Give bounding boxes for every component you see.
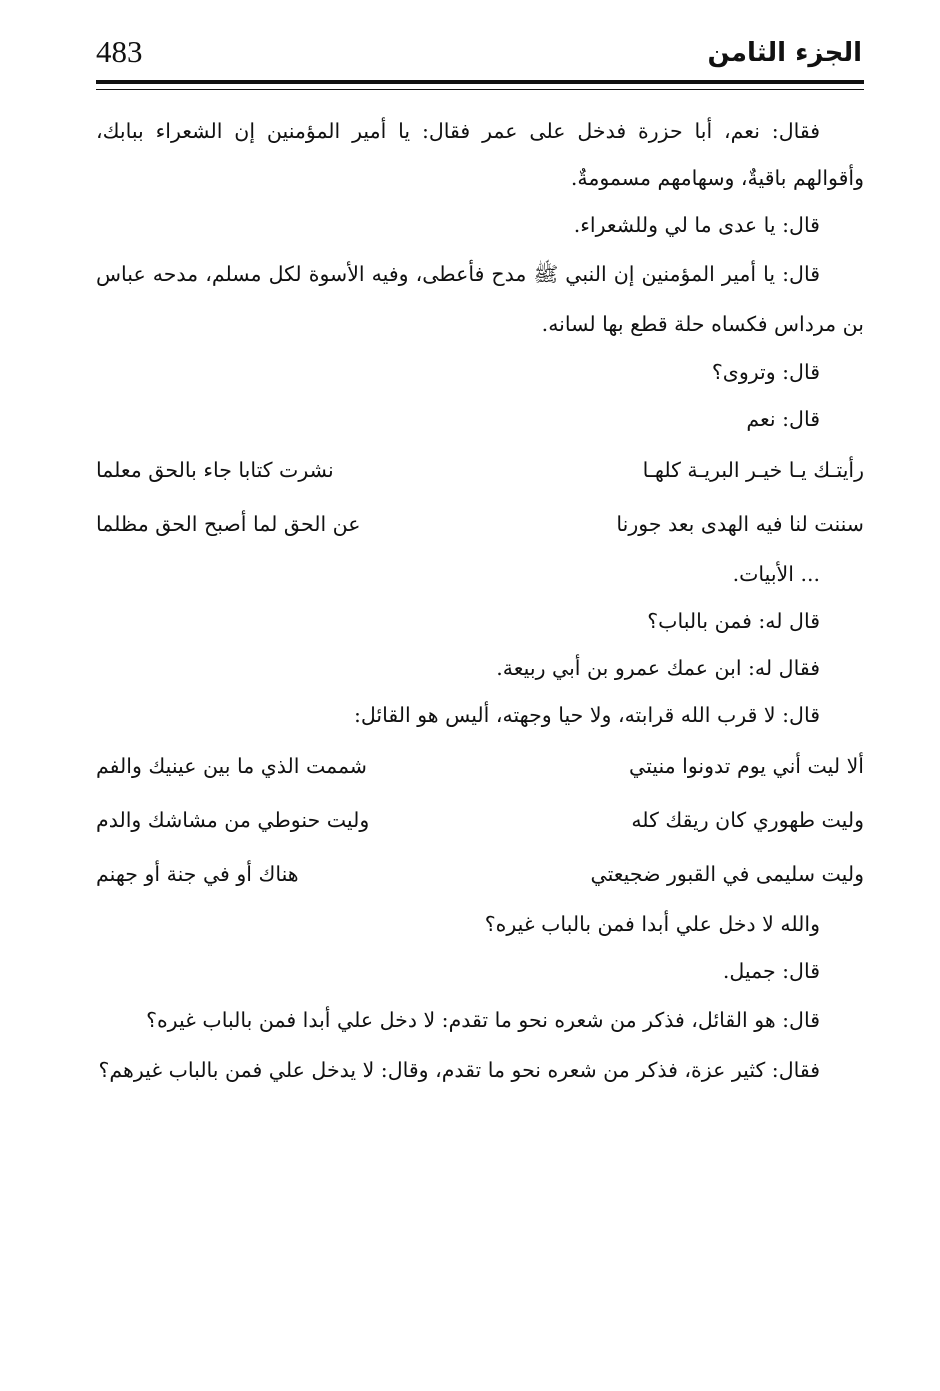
paragraph-8: فقال له: ابن عمك عمرو بن أبي ربيعة.: [496, 656, 820, 680]
paragraph-7: قال له: فمن بالباب؟: [647, 609, 820, 633]
header-rule-thin: [96, 89, 864, 90]
paragraph-12: قال: هو القائل، فذكر من شعره نحو ما تقدم: لا دخل علي أبدا فمن بالباب غيره؟: [146, 1008, 820, 1032]
running-title: الجزء الثامن: [707, 38, 862, 68]
page-number: 483: [96, 34, 143, 69]
paragraph-4: قال: وتروى؟: [711, 360, 820, 384]
paragraph-6: ... الأبيات.: [732, 562, 820, 586]
verse-2-second-hemistich: عن الحق لما أصبح الحق مظلما: [96, 512, 361, 536]
verse-1-second-hemistich: نشرت كتابا جاء بالحق معلما: [96, 458, 334, 482]
verse-5-first-hemistich: وليت سليمى في القبور ضجيعتي: [590, 862, 864, 886]
verse-2-first-hemistich: سننت لنا فيه الهدى بعد جورنا: [616, 512, 864, 536]
verse-line-5: [96, 847, 864, 901]
verse-3-second-hemistich: شممت الذي ما بين عينيك والفم: [96, 754, 367, 778]
verse-line-2: [96, 497, 864, 551]
verse-5-second-hemistich: هناك أو في جنة أو جهنم: [96, 862, 299, 886]
verse-3-first-hemistich: ألا ليت أني يوم تدونوا منيتي: [629, 754, 864, 778]
paragraph-13: فقال: كثير عزة، فذكر من شعره نحو ما تقدم، وقال: لا يدخل علي فمن بالباب غيرهم؟: [98, 1058, 820, 1082]
verse-4-first-hemistich: وليت طهوري كان ريقك كله: [631, 808, 864, 832]
header-rule-thick: [96, 80, 864, 84]
paragraph-2: قال: يا عدى ما لي وللشعراء.: [573, 213, 820, 237]
verse-line-1: [96, 443, 864, 497]
verse-4-second-hemistich: وليت حنوطي من مشاشك والدم: [96, 808, 370, 832]
verse-1-first-hemistich: رأيتـك يـا خيـر البريـة كلهـا: [642, 458, 864, 482]
paragraph-9: قال: لا قرب الله قرابته، ولا حيا وجهته، أليس هو القائل:: [353, 703, 820, 727]
paragraph-1: فقال: نعم، أبا حزرة فدخل على عمر فقال: يا أمير المؤمنين إن الشعراء ببابك، وأقوالهم باقيةٌ، وسهامهم مسمومةٌ.: [96, 119, 864, 190]
paragraph-3: قال: يا أمير المؤمنين إن النبي ﷺ مدح فأعطى، وفيه الأسوة لكل مسلم، مدحه عباس بن مرداس فكساه حلة قطع بها لسانه.: [96, 262, 864, 336]
paragraph-11: قال: جميل.: [722, 959, 820, 983]
body-text: [96, 108, 864, 1095]
verse-line-4: [96, 793, 864, 847]
paragraph-10: والله لا دخل علي أبدا فمن بالباب غيره؟: [484, 912, 820, 936]
verse-line-3: [96, 739, 864, 793]
paragraph-5: قال: نعم: [746, 407, 820, 431]
